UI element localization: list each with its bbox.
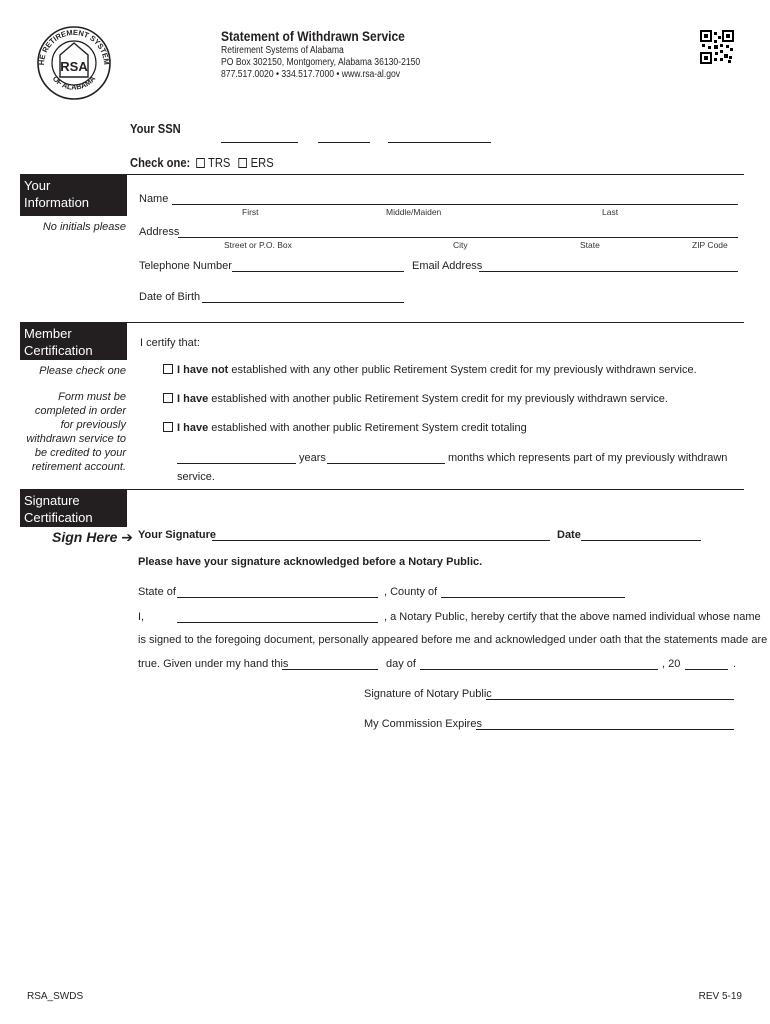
ers-label: ERS	[250, 155, 274, 170]
option-partial-checkbox[interactable]	[163, 422, 173, 432]
year-prefix-label: , 20	[662, 658, 681, 670]
telephone-label: Telephone Number	[139, 260, 232, 272]
ssn-part1-field[interactable]	[221, 142, 298, 143]
trs-checkbox[interactable]	[196, 158, 205, 168]
ssn-part2-field[interactable]	[318, 142, 370, 143]
telephone-field[interactable]	[232, 271, 404, 272]
notary-note: Please have your signature acknowledged before a Notary Public.	[138, 556, 483, 568]
months-label: months which represents part of my previously withdrawn	[448, 452, 728, 464]
email-field[interactable]	[479, 271, 738, 272]
option3-bold: I have	[177, 422, 209, 434]
option1-bold: I have not	[177, 364, 229, 376]
address-caption-street: Street or P.O. Box	[224, 240, 292, 250]
qr-code-icon	[700, 30, 734, 64]
form-title: Statement of Withdrawn Service	[221, 28, 405, 44]
email-label: Email Address	[412, 260, 483, 272]
option-not-established-checkbox[interactable]	[163, 364, 173, 374]
section-divider	[127, 322, 744, 323]
county-of-label: , County of	[384, 586, 438, 598]
form-header	[221, 28, 453, 82]
service-label: service.	[177, 471, 215, 483]
ssn-part3-field[interactable]	[388, 142, 491, 143]
date-label: Date	[557, 529, 581, 541]
seal-center-text: RSA	[60, 59, 88, 74]
section-divider	[127, 174, 744, 175]
option2-bold: I have	[177, 393, 209, 405]
section-divider	[127, 489, 744, 490]
form-code: RSA_SWDS	[27, 991, 84, 1002]
date-field[interactable]	[581, 540, 701, 541]
your-information-tab: Your Information	[20, 174, 127, 216]
sign-here-label: Sign Here ➔	[52, 529, 133, 545]
address-caption-state: State	[580, 240, 600, 250]
member-certification-tab: Member Certification	[20, 322, 127, 360]
i-label: I,	[138, 611, 145, 623]
seal-top-text: HE RETIREMENT SYSTEM	[36, 27, 112, 66]
address-label: Address	[139, 226, 180, 238]
name-caption-first: First	[242, 207, 259, 217]
your-signature-label: Your Signature	[138, 529, 217, 541]
option-established-checkbox[interactable]	[163, 393, 173, 403]
months-field[interactable]	[327, 463, 445, 464]
month-field[interactable]	[420, 669, 658, 670]
please-check-one-note: Please check one	[39, 365, 126, 377]
option1-text: established with any other public Retirement System credit for my previously withdrawn service.	[228, 364, 697, 376]
check-one-label: Check one:	[130, 155, 191, 170]
notary-signature-field[interactable]	[486, 699, 734, 700]
ers-checkbox[interactable]	[239, 158, 248, 168]
county-of-field[interactable]	[441, 597, 625, 598]
commission-expires-label: My Commission Expires	[364, 718, 482, 730]
years-field[interactable]	[177, 463, 296, 464]
form-completion-note: Form must be completed in order for previously withdrawn service to be credited to your retirement account.	[26, 391, 126, 473]
period-mark: .	[733, 658, 737, 670]
signature-certification-tab: Signature Certification	[20, 489, 127, 527]
notary-text-line1: , a Notary Public, hereby certify that the above named individual whose name	[384, 611, 761, 623]
your-signature-field[interactable]	[212, 540, 550, 541]
address-caption-city: City	[453, 240, 468, 250]
address-field[interactable]	[178, 237, 738, 238]
rsa-seal	[36, 25, 112, 101]
name-field[interactable]	[172, 204, 738, 205]
certify-label: I certify that:	[140, 337, 200, 349]
state-of-label: State of	[138, 586, 176, 598]
trs-label: TRS	[208, 155, 231, 170]
notary-name-field[interactable]	[177, 622, 378, 623]
name-label: Name	[139, 193, 169, 205]
org-name: Retirement Systems of Alabama	[221, 45, 344, 56]
name-caption-last: Last	[602, 207, 619, 217]
day-of-label: day of	[386, 658, 416, 670]
notary-signature-label: Signature of Notary Public	[364, 688, 492, 700]
org-address: PO Box 302150, Montgomery, Alabama 36130-2150	[221, 57, 421, 68]
address-caption-zip: ZIP Code	[692, 240, 728, 250]
ssn-label: Your SSN	[130, 121, 181, 136]
option3-text: established with another public Retirement System credit totaling	[208, 422, 527, 434]
years-label: years	[299, 452, 326, 464]
notary-text-line2: is signed to the foregoing document, personally appeared before me and acknowledged under oath that the statements made are	[138, 634, 768, 646]
given-day-field[interactable]	[282, 669, 378, 670]
revision-label: REV 5-19	[698, 991, 742, 1002]
option2-text: established with another public Retirement System credit for my previously withdrawn service.	[208, 393, 668, 405]
notary-text-line3: true. Given under my hand this	[138, 658, 289, 670]
org-contact: 877.517.0020 • 334.517.7000 • www.rsa-al.gov	[221, 69, 401, 80]
dob-label: Date of Birth	[139, 291, 201, 303]
state-of-field[interactable]	[177, 597, 378, 598]
year-field[interactable]	[685, 669, 728, 670]
commission-expires-field[interactable]	[476, 729, 734, 730]
seal-bottom-text: OF ALABAMA	[50, 74, 98, 92]
dob-field[interactable]	[202, 302, 404, 303]
no-initials-note: No initials please	[42, 221, 126, 233]
name-caption-middle: Middle/Maiden	[386, 207, 442, 217]
